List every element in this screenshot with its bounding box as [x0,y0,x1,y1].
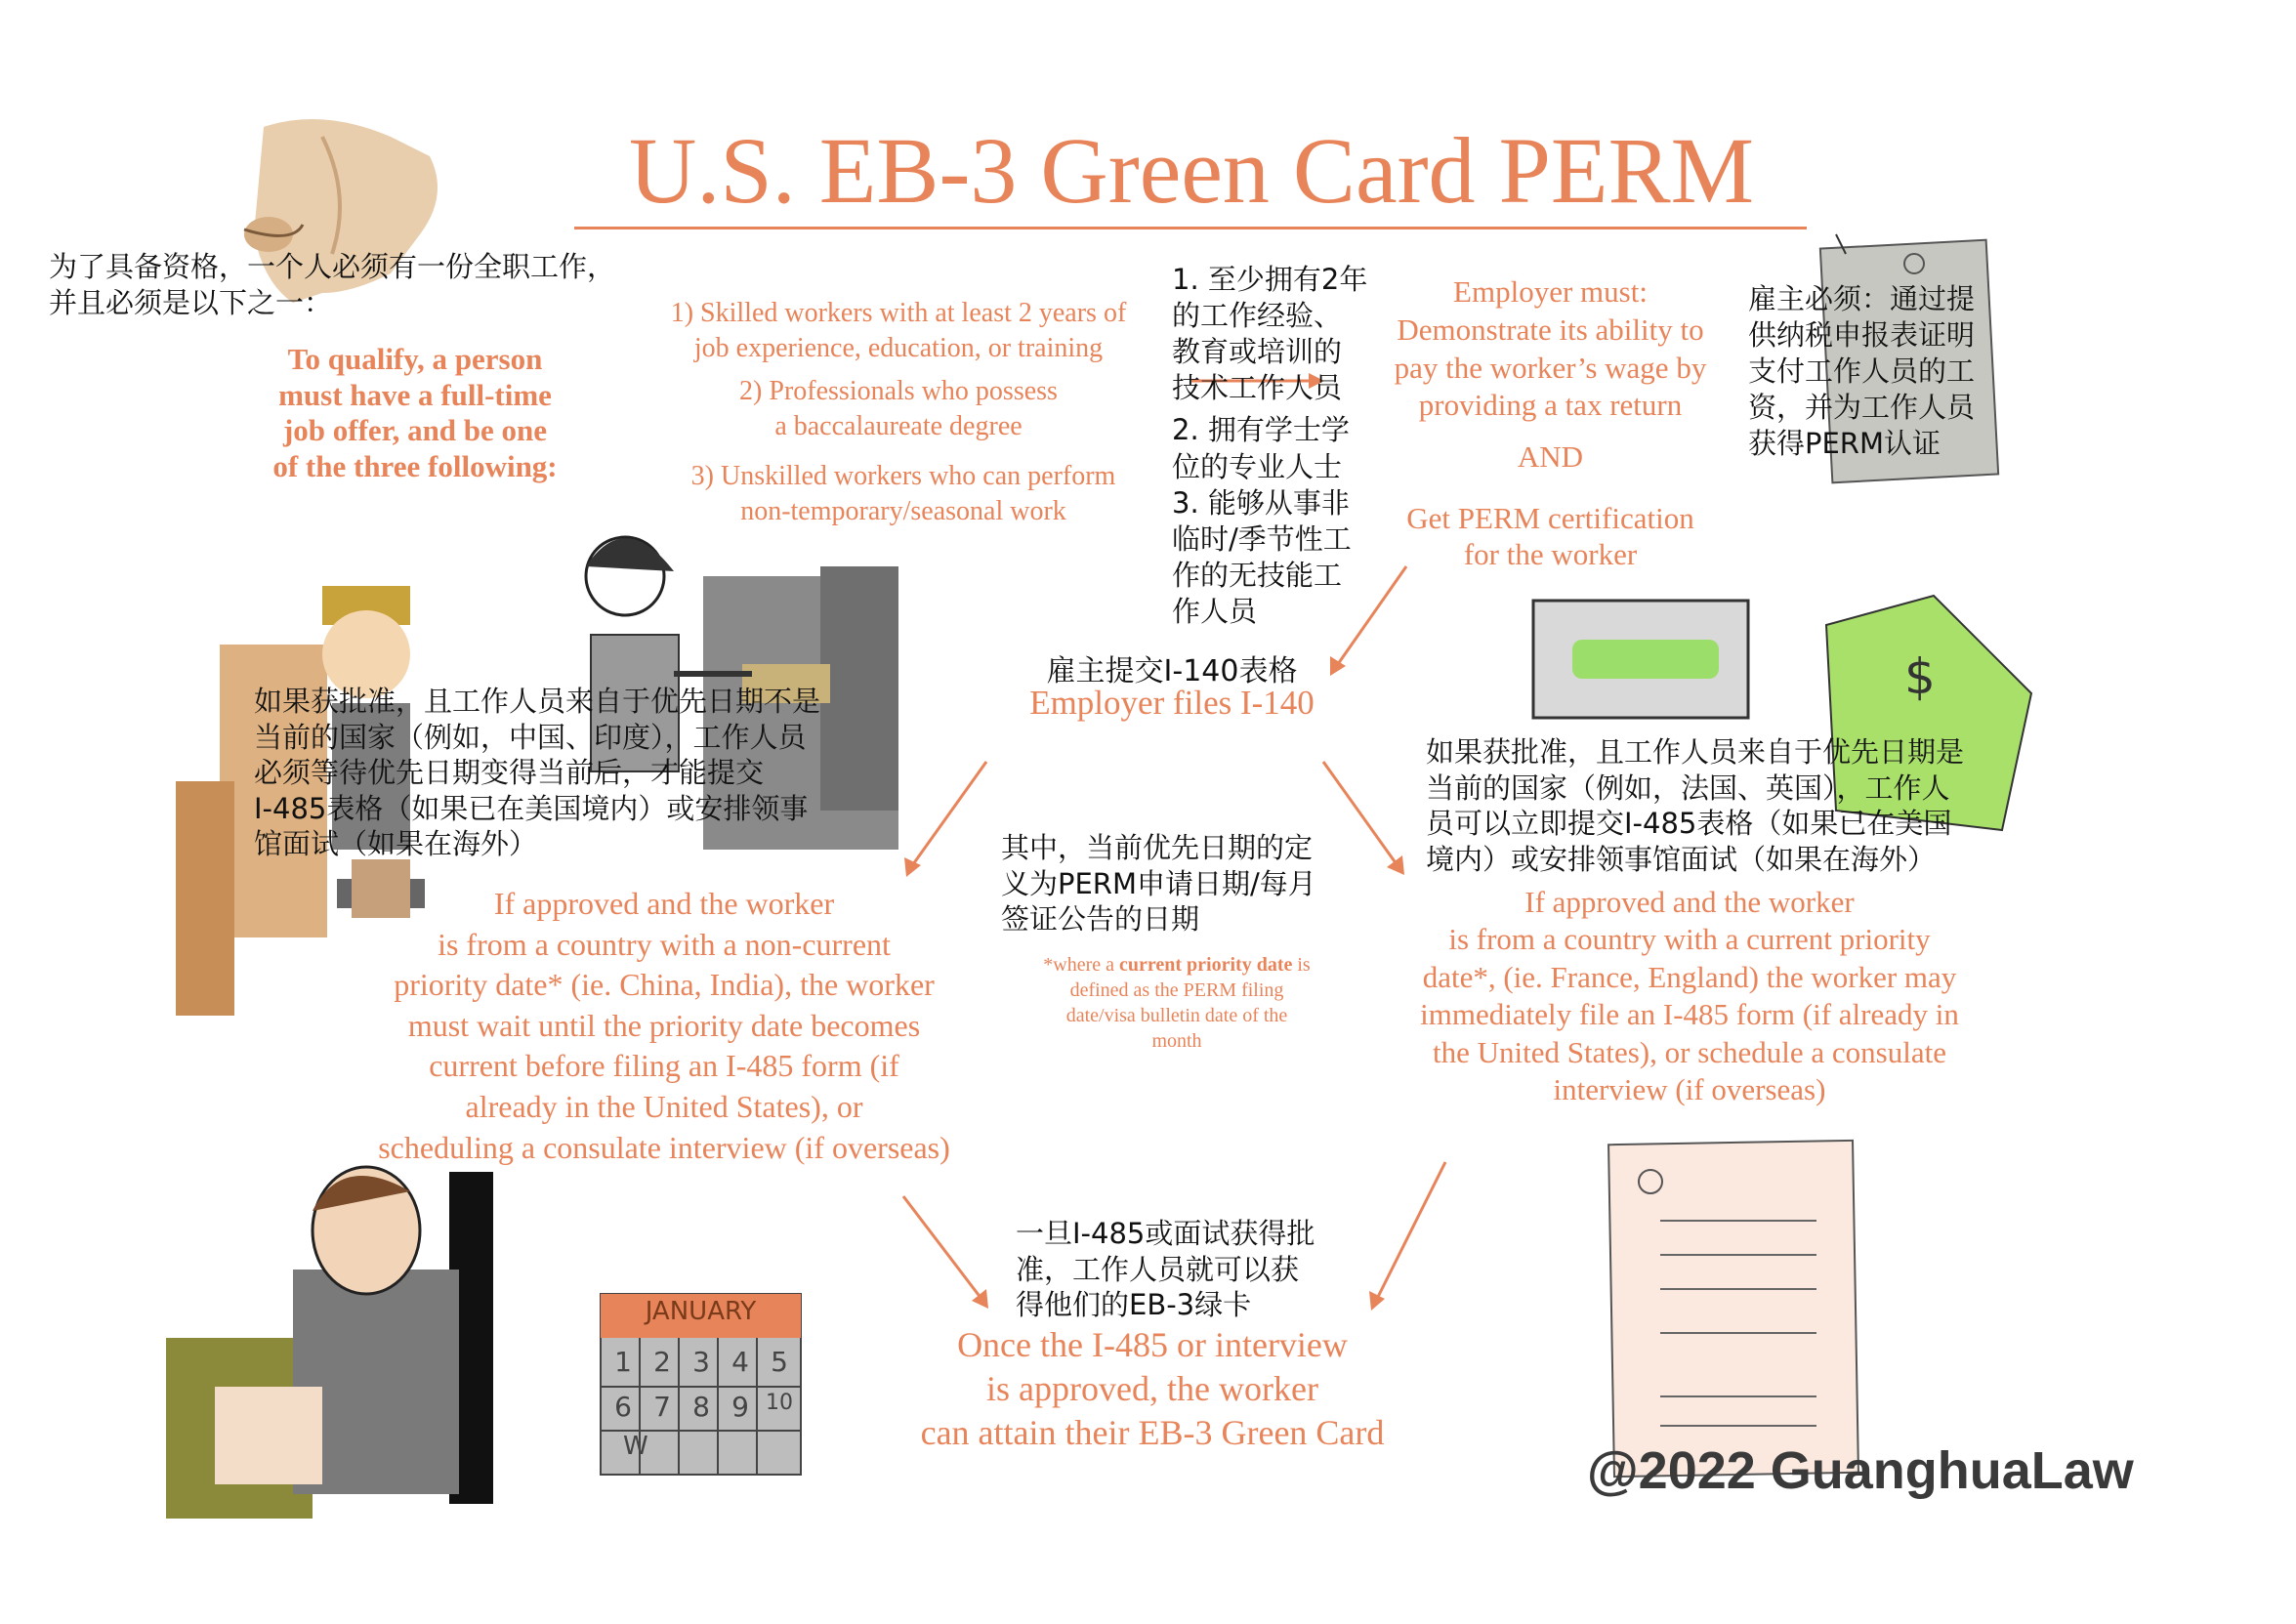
employer-cn-line: 供纳税申报表证明 [1748,318,1976,353]
current-en-line: immediately file an I-485 form (if already in [1420,997,1959,1032]
i140-cn: 雇主提交I-140表格 [1046,654,1298,688]
final-cn [1016,1216,1367,1323]
employer-cn [1748,281,2031,463]
calendar-day: 1 [614,1346,632,1378]
priority-def-en [1040,952,1314,1054]
employer-line: providing a tax return [1418,388,1683,423]
calendar-day: 4 [731,1346,749,1378]
non-current-en [313,884,1016,1168]
current-cn-line: 境内）或安排领事馆面试（如果在海外） [1426,842,1937,876]
category-line: job experience, education, or training [693,333,1104,364]
final-cn-line: 准，工作人员就可以获 [1016,1252,1300,1286]
priority-def-cn [1001,830,1372,937]
arrow-noncurrent-to-final [903,1196,981,1299]
qualify-en-line: of the three following: [272,448,558,483]
final-en-line: is approved, the worker [986,1369,1318,1408]
priority-def-cn-line: 签证公告的日期 [1001,902,1200,937]
calendar-day: 6 [614,1391,632,1423]
category-line: 1) Skilled workers with at least 2 years of [670,298,1127,328]
employer-line: pay the worker’s wage by [1394,350,1707,385]
calendar-day: 8 [692,1391,710,1423]
employer-cn-line: 支付工作人员的工 [1748,354,1976,389]
current-en-line: the United States), or schedule a consulate [1433,1034,1946,1069]
calendar-day: 5 [771,1346,788,1378]
category-cn-line: 3. 能够从事非 [1172,485,1350,520]
category-cn-line: 位的专业人士 [1172,449,1343,483]
priority-def-bold: current priority date [1119,954,1293,976]
non-current-cn-line: I-485表格（如果已在美国境内）或安排领事 [254,791,809,825]
employer-requirements-en [1362,273,1738,425]
title-underline [574,227,1807,229]
qualify-en-line: To qualify, a person [287,342,543,376]
category-cn-line: 的工作经验、 [1172,299,1343,333]
category-2-en [664,374,1133,445]
priority-def-cn-line: 义为PERM申请日期/每月 [1001,866,1316,900]
i140-en: Employer files I-140 [1029,684,1315,722]
category-cn-line: 教育或培训的 [1172,335,1343,369]
category-cn-line: 临时/季节性工 [1172,521,1352,556]
final-cn-line: 一旦I-485或面试获得批 [1016,1217,1315,1250]
non-current-en-line: If approved and the worker [493,886,835,921]
category-cn-line: 2. 拥有学士学 [1172,413,1350,447]
priority-def-prefix: *where a [1043,954,1119,976]
category-cn-line: 技术工作人员 [1172,371,1343,405]
employer-cn-line: 雇主必须：通过提 [1748,282,1976,315]
final-en-line: can attain their EB-3 Green Card [920,1413,1385,1452]
priority-def-suffix: is defined as the PERM filing date/visa bulletin date of the month [1065,954,1311,1052]
employer-line: Employer must: [1453,274,1648,309]
current-en-line: is from a country with a current priority [1448,922,1931,957]
non-current-en-line: scheduling a consulate interview (if overseas) [378,1129,950,1165]
document-icon [1608,1141,1858,1477]
svg-text:$: $ [1904,648,1936,705]
calendar-row-1 [604,1346,804,1378]
arrow-current-to-final [1377,1162,1445,1299]
non-current-cn-line: 如果获批准，且工作人员来自于优先日期不是 [254,685,821,718]
calendar-day: 10 [766,1391,793,1415]
perm-line: for the worker [1463,537,1638,572]
final-en-line: Once the I-485 or interview [957,1325,1348,1364]
priority-def-cn-line: 其中，当前优先日期的定 [1001,831,1314,864]
current-en-line: date*, (ie. France, England) the worker may [1422,959,1957,994]
category-line: 3) Unskilled workers who can perform [690,461,1116,491]
calendar-day: 7 [653,1391,671,1423]
current-en-line: interview (if overseas) [1553,1072,1826,1107]
office-worker-illustration [166,1167,493,1519]
non-current-cn-line: 必须等待优先日期变得当前后，才能提交 [254,756,765,790]
calendar-day: 9 [731,1391,749,1423]
category-1-en [625,296,1172,367]
arrow-i140-to-noncurrent [913,762,986,864]
category-line: non-temporary/seasonal work [740,496,1066,527]
qualify-en-line: must have a full-time [278,377,552,412]
category-line: 2) Professionals who possess [739,376,1058,406]
current-cn-line: 如果获批准，且工作人员来自于优先日期是 [1426,735,1965,769]
final-en [859,1323,1445,1455]
current-cn-line: 当前的国家（例如，法国、英国），工作人 [1426,770,1950,805]
non-current-en-line: already in the United States), or [465,1088,863,1124]
category-3-en [645,459,1162,530]
calendar-row-2 [604,1391,804,1423]
current-en [1377,884,2002,1109]
perm-line: Get PERM certification [1406,501,1694,535]
non-current-cn-line: 当前的国家（例如，中国、印度），工作人员 [254,720,807,754]
non-current-en-line: current before filing an I-485 form (if [429,1048,899,1084]
final-cn-line: 得他们的EB-3绿卡 [1016,1288,1252,1322]
calendar-mark: W [623,1432,648,1461]
calendar-day: 3 [692,1346,710,1378]
categories-cn [1172,262,1377,630]
non-current-en-line: must wait until the priority date becomes [407,1007,921,1043]
employer-cn-line: 获得PERM认证 [1748,427,1941,461]
category-cn-line: 作人员 [1172,594,1258,628]
category-line: a baccalaureate degree [774,411,1023,442]
current-cn [1426,734,2051,877]
qualify-en-line: job offer, and be one [282,413,548,448]
employer-cn-line: 资，并为工作人员 [1748,391,1976,425]
current-en-line: If approved and the worker [1524,885,1855,919]
non-current-en-line: is from a country with a non-current [438,926,891,962]
non-current-en-line: priority date* (ie. China, India), the worker [394,967,935,1003]
non-current-cn-line: 馆面试（如果在海外） [254,827,538,861]
footer-credit: @2022 GuanghuaLaw [1587,1441,2134,1500]
calendar-month: JANUARY [645,1297,757,1326]
non-current-cn [254,684,918,862]
employer-line: Demonstrate its ability to [1397,312,1704,347]
employer-perm-en [1362,500,1738,572]
page-title: U.S. EB-3 Green Card PERM [629,118,1754,223]
qualify-en [210,342,620,484]
category-cn-line: 作的无技能工 [1172,558,1343,592]
category-cn-line: 1. 至少拥有2年 [1172,263,1368,296]
calendar-day: 2 [653,1346,671,1378]
employer-and: AND [1517,439,1584,474]
current-cn-line: 员可以立即提交I-485表格（如果已在美国 [1426,807,1952,841]
qualify-cn: 为了具备资格，一个人必须有一份全职工作，并且必须是以下之一： [49,250,616,320]
